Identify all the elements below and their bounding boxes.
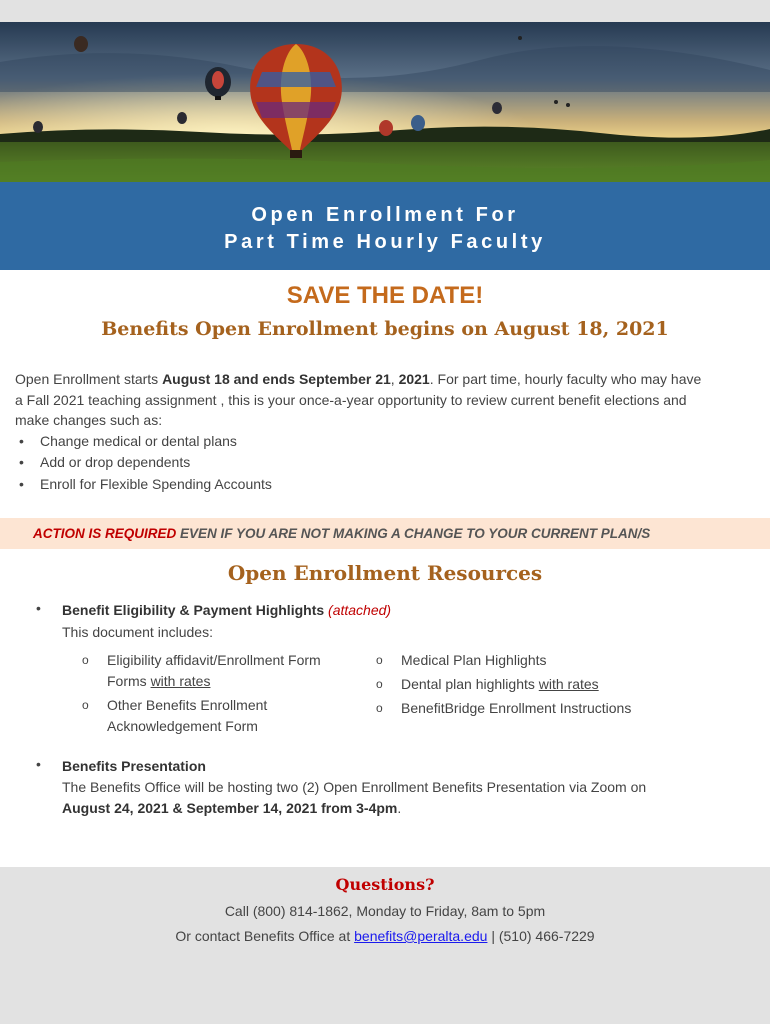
questions-heading: Questions? xyxy=(335,875,435,894)
action-required-banner xyxy=(0,518,770,549)
enrollment-start-heading: Benefits Open Enrollment begins on August 18, 2021 xyxy=(101,318,669,340)
list-item-text: Forms xyxy=(107,673,151,689)
flyer-page xyxy=(0,22,770,1024)
email-link[interactable]: benefits@peralta.edu xyxy=(354,928,488,944)
save-the-date-heading: SAVE THE DATE! xyxy=(286,282,484,309)
resource-title: Benefit Eligibility & Payment Highlights xyxy=(62,602,325,618)
intro-line-2: a Fall 2021 teaching assignment , this is your once-a-year opportunity to review current benefit elections and xyxy=(15,391,687,408)
presentation-dates: August 24, 2021 & September 14, 2021 from 3-4pm xyxy=(62,800,398,816)
resource-title: Benefits Presentation xyxy=(62,758,206,774)
contact-line xyxy=(0,928,770,944)
intro-text: , xyxy=(390,371,399,387)
resource-presentation xyxy=(62,756,742,819)
intro-line-3: make changes such as: xyxy=(15,412,163,428)
action-required-label: ACTION IS REQUIRED xyxy=(33,526,177,541)
intro-paragraph xyxy=(15,369,765,495)
list-item: • Add or drop dependents xyxy=(15,452,765,474)
list-item: • Enroll for Flexible Spending Accounts xyxy=(15,474,765,496)
includes-left-column xyxy=(82,650,352,737)
list-item-text: Medical Plan Highlights xyxy=(401,652,547,668)
questions-footer xyxy=(0,867,770,1024)
intro-bold-year: 2021 xyxy=(398,371,430,387)
presentation-text: . xyxy=(397,800,402,816)
title-banner xyxy=(0,182,770,270)
circle-bullet-icon: o xyxy=(82,698,89,712)
includes-label: This document includes: xyxy=(62,624,213,640)
phone-hours: Call (800) 814-1862, Monday to Friday, 8am to 5pm xyxy=(224,903,546,919)
includes-right-column xyxy=(376,650,696,719)
title-line-2: Part Time Hourly Faculty xyxy=(224,231,546,253)
list-item xyxy=(82,650,352,692)
contact-text: Or contact Benefits Office at xyxy=(175,928,355,944)
action-required-text: EVEN IF YOU ARE NOT MAKING A CHANGE TO YOUR CURRENT PLAN/S xyxy=(176,526,651,541)
bullet-icon: • xyxy=(36,600,41,616)
circle-bullet-icon: o xyxy=(376,677,383,691)
intro-text: . For part time, hourly faculty who may have xyxy=(429,371,702,387)
bullet-icon: • xyxy=(36,756,41,772)
list-item-text: Acknowledgement Form xyxy=(107,718,258,734)
contact-phone: | (510) 466-7229 xyxy=(487,928,595,944)
presentation-text: The Benefits Office will be hosting two (2) Open Enrollment Benefits Presentation via Zoom on xyxy=(62,779,647,795)
list-item-text: Dental plan highlights xyxy=(401,676,539,692)
list-item-text: Eligibility affidavit/Enrollment Form xyxy=(107,652,321,668)
intro-bold-dates: August 18 and ends September 21 xyxy=(162,371,391,387)
intro-text: Open Enrollment starts xyxy=(15,371,163,387)
with-rates-link[interactable]: with rates xyxy=(538,676,599,692)
title-line-1: Open Enrollment For xyxy=(251,204,519,226)
attached-note: (attached) xyxy=(328,602,392,618)
list-item-text: Other Benefits Enrollment xyxy=(107,697,268,713)
hot-air-balloons-photo xyxy=(0,22,770,182)
with-rates-link[interactable]: with rates xyxy=(150,673,211,689)
list-item: • Change medical or dental plans xyxy=(15,431,765,453)
circle-bullet-icon: o xyxy=(376,653,383,667)
list-item-text: BenefitBridge Enrollment Instructions xyxy=(401,700,632,716)
resources-heading: Open Enrollment Resources xyxy=(227,561,543,585)
list-item xyxy=(376,698,696,719)
resource-eligibility xyxy=(62,600,391,621)
circle-bullet-icon: o xyxy=(82,653,89,667)
list-item xyxy=(82,695,352,737)
list-item xyxy=(376,650,696,671)
circle-bullet-icon: o xyxy=(376,701,383,715)
change-options-list xyxy=(15,431,765,496)
list-item xyxy=(376,674,696,695)
